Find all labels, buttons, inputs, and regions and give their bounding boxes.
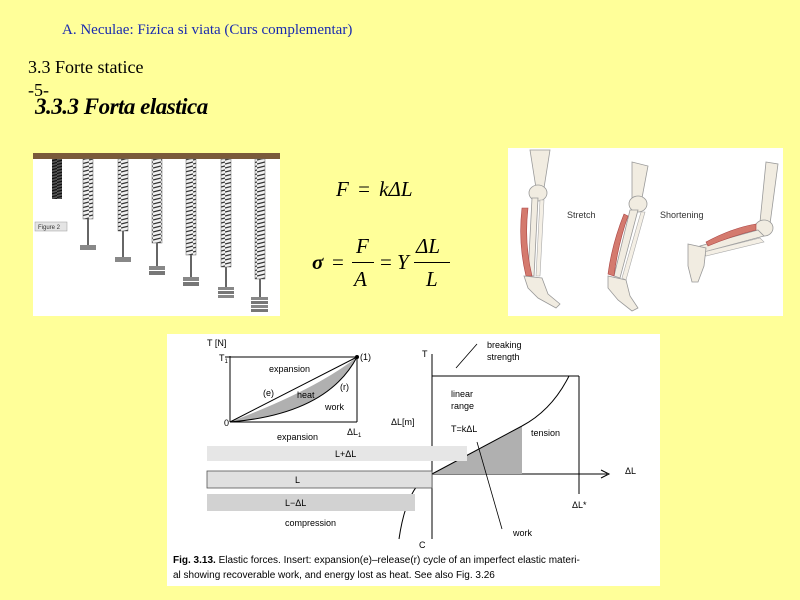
page-number: -5- bbox=[28, 80, 49, 100]
main-t-axis-label: T bbox=[422, 349, 428, 359]
hooke-law-label: T=kΔL bbox=[451, 424, 478, 434]
bar-l-plus-label: L+ΔL bbox=[335, 449, 357, 459]
insert-heat-label: heat bbox=[297, 390, 315, 400]
equals-sign-2: = bbox=[380, 250, 392, 274]
springs-figure-label: Figure 2 bbox=[38, 225, 61, 231]
spring-7 bbox=[251, 159, 268, 312]
leg-muscle-illustration bbox=[508, 148, 783, 316]
insert-point-1-label: (1) bbox=[360, 352, 371, 362]
main-dl-axis-label: ΔL bbox=[625, 466, 637, 476]
stretch-label: Stretch bbox=[567, 210, 596, 220]
insert-work-label: work bbox=[325, 402, 345, 412]
elastic-forces-diagram bbox=[167, 334, 660, 586]
main-graph bbox=[399, 340, 636, 550]
elastic-forces-figure bbox=[167, 334, 660, 586]
document-header: A. Neculae: Fizica si viata (Curs complementar) bbox=[62, 22, 353, 38]
strength-label: strength bbox=[487, 352, 520, 362]
spring-3 bbox=[115, 159, 131, 262]
dl-star-label: ΔL* bbox=[572, 500, 587, 510]
spring-6 bbox=[218, 159, 234, 298]
leg-1 bbox=[521, 150, 560, 308]
spring-4 bbox=[149, 159, 165, 275]
sigma-symbol: σ bbox=[312, 250, 324, 274]
fraction-bar-2 bbox=[414, 262, 450, 263]
spring-1 bbox=[52, 159, 62, 199]
c-label: C bbox=[419, 540, 426, 550]
equals-sign-1: = bbox=[332, 250, 344, 274]
bar-l-label: L bbox=[295, 475, 301, 485]
length-bars bbox=[207, 432, 467, 528]
insert-e-label: (e) bbox=[263, 388, 274, 398]
tension-label: tension bbox=[531, 428, 561, 438]
fraction-numerator-2: ΔL bbox=[416, 234, 441, 258]
insert-origin-label: 0 bbox=[224, 418, 230, 428]
insert-r-label: (r) bbox=[340, 382, 349, 392]
insert-x-axis-label: ΔL[m] bbox=[391, 417, 415, 427]
spring-2 bbox=[80, 159, 96, 250]
young-modulus-symbol: Y bbox=[397, 250, 409, 274]
figure-caption-line-1: Fig. 3.13. Elastic forces. Insert: expansion(e)–release(r) cycle of an imperfect elastic materi- bbox=[173, 555, 580, 566]
linear-label: linear bbox=[451, 389, 474, 399]
stress-formula bbox=[312, 234, 462, 294]
figure-caption-line-2: al showing recoverable work, and energy lost as heat. See also Fig. 3.26 bbox=[173, 570, 495, 581]
subsection-title: 3.3.3 Forta elastica bbox=[35, 94, 208, 119]
hooke-law-formula bbox=[336, 177, 413, 202]
insert-y-axis-label: T [N] bbox=[207, 338, 227, 348]
main-work-label: work bbox=[513, 528, 533, 538]
hooke-rhs: kΔL bbox=[379, 177, 413, 201]
fraction-denominator-2: L bbox=[426, 267, 438, 291]
leg-2 bbox=[608, 162, 648, 311]
insert-dl1-label: $\Delta L_1$ bbox=[347, 427, 362, 439]
fraction-bar-1 bbox=[352, 262, 374, 263]
range-label: range bbox=[451, 401, 475, 411]
insert-t1-label: $T_1$ bbox=[219, 353, 228, 365]
shortening-label: Shortening bbox=[660, 210, 704, 220]
insert-diagram bbox=[207, 338, 415, 439]
section-title: 3.3 Forte statice bbox=[28, 57, 144, 77]
equals-sign: = bbox=[358, 177, 370, 201]
springs-illustration bbox=[33, 153, 280, 316]
breaking-label: breaking bbox=[487, 340, 522, 350]
insert-expansion-label: expansion bbox=[269, 364, 311, 374]
springs-figure bbox=[33, 153, 280, 316]
leg-3 bbox=[688, 162, 778, 282]
fraction-numerator-1: F bbox=[356, 234, 369, 258]
bar-compression-label: compression bbox=[285, 518, 337, 528]
ceiling-beam bbox=[33, 153, 280, 159]
spring-5 bbox=[183, 159, 199, 286]
force-symbol: F bbox=[336, 177, 349, 201]
bar-expansion-label: expansion bbox=[277, 432, 319, 442]
leg-muscle-figure bbox=[508, 148, 783, 316]
fraction-denominator-1: A bbox=[354, 267, 367, 291]
bar-l-minus-label: L−ΔL bbox=[285, 498, 307, 508]
